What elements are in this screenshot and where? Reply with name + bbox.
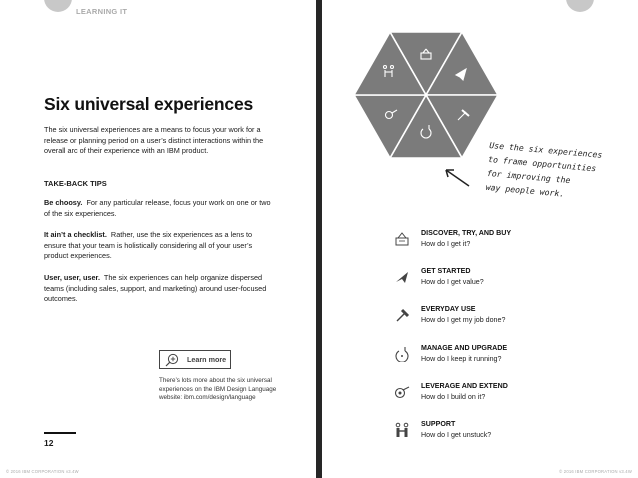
tip-text: Rather, use the six experiences as a lens to ensure that your team is holistically considering all of your user’s product experiences.	[44, 230, 253, 260]
list-item	[384, 343, 624, 381]
learn-more-label: Learn more	[187, 355, 227, 364]
tip-user-user-user	[44, 273, 276, 305]
right-page	[322, 0, 638, 478]
experience-question: How do I build on it?	[421, 392, 486, 401]
experience-question: How do I get my job done?	[421, 316, 506, 325]
experience-title: MANAGE AND UPGRADE	[421, 343, 508, 352]
footer-copyright: © 2016 IBM CORPORATION v3.4W	[6, 469, 79, 474]
list-item	[384, 266, 624, 304]
cycle-icon	[394, 346, 410, 362]
experience-title: EVERYDAY USE	[421, 305, 476, 314]
hammer-icon	[394, 307, 410, 323]
learn-more-note: There’s lots more about the six universal experiences on the IBM Design Language website: ibm.com/design/language	[159, 377, 277, 401]
list-item	[384, 304, 624, 342]
intro-paragraph: The six universal experiences are a means to focus your work for a release or planning period on a user’s distinct interactions within the overall arc of their experience with an IBM product.	[44, 125, 264, 155]
tips-title: TAKE-BACK TIPS	[44, 179, 107, 188]
tip-title: User, user, user.	[44, 273, 100, 282]
footer-copyright: © 2016 IBM CORPORATION v3.4W	[559, 469, 632, 474]
experience-title: SUPPORT	[421, 419, 456, 428]
experience-question: How do I get it?	[421, 240, 471, 248]
tip-title: It ain’t a checklist.	[44, 230, 107, 239]
tip-not-a-checklist	[44, 230, 276, 262]
tip-text: The six experiences can help organize dispersed teams (including sales, support, and marketing) around user-focused outcomes.	[44, 273, 267, 303]
six-experiences-hexagon	[352, 30, 500, 160]
people-icon	[394, 422, 410, 438]
basket-icon	[394, 231, 410, 247]
list-item	[384, 228, 624, 266]
megaphone-icon	[394, 384, 410, 400]
page-tab	[44, 0, 72, 12]
page-heading: Six universal experiences	[44, 94, 254, 114]
tip-title: Be choosy.	[44, 198, 83, 207]
section-label: LEARNING IT	[76, 7, 128, 16]
page-number: 12	[44, 438, 54, 448]
experience-title: DISCOVER, TRY, AND BUY	[421, 229, 512, 237]
handwritten-note: Use the six experiences to frame opportunities for improving the way people work.	[485, 139, 603, 199]
tip-be-choosy	[44, 198, 276, 219]
zoom-in-icon	[165, 353, 179, 367]
arrow-icon	[442, 165, 472, 189]
experience-question: How do I get value?	[421, 278, 484, 287]
plane-icon	[394, 269, 410, 285]
page-number-rule	[44, 432, 76, 434]
tip-text: For any particular release, focus your work on one or two of the six experiences.	[44, 198, 271, 218]
learn-more-button[interactable]	[159, 350, 231, 369]
left-page	[0, 0, 316, 478]
experience-title: LEVERAGE AND EXTEND	[421, 381, 508, 390]
experience-question: How do I keep it running?	[421, 354, 502, 363]
experience-list	[384, 228, 624, 457]
experience-question: How do I get unstuck?	[421, 430, 492, 439]
page-tab	[566, 0, 594, 12]
list-item	[384, 419, 624, 457]
experience-title: GET STARTED	[421, 267, 471, 276]
list-item	[384, 381, 624, 419]
